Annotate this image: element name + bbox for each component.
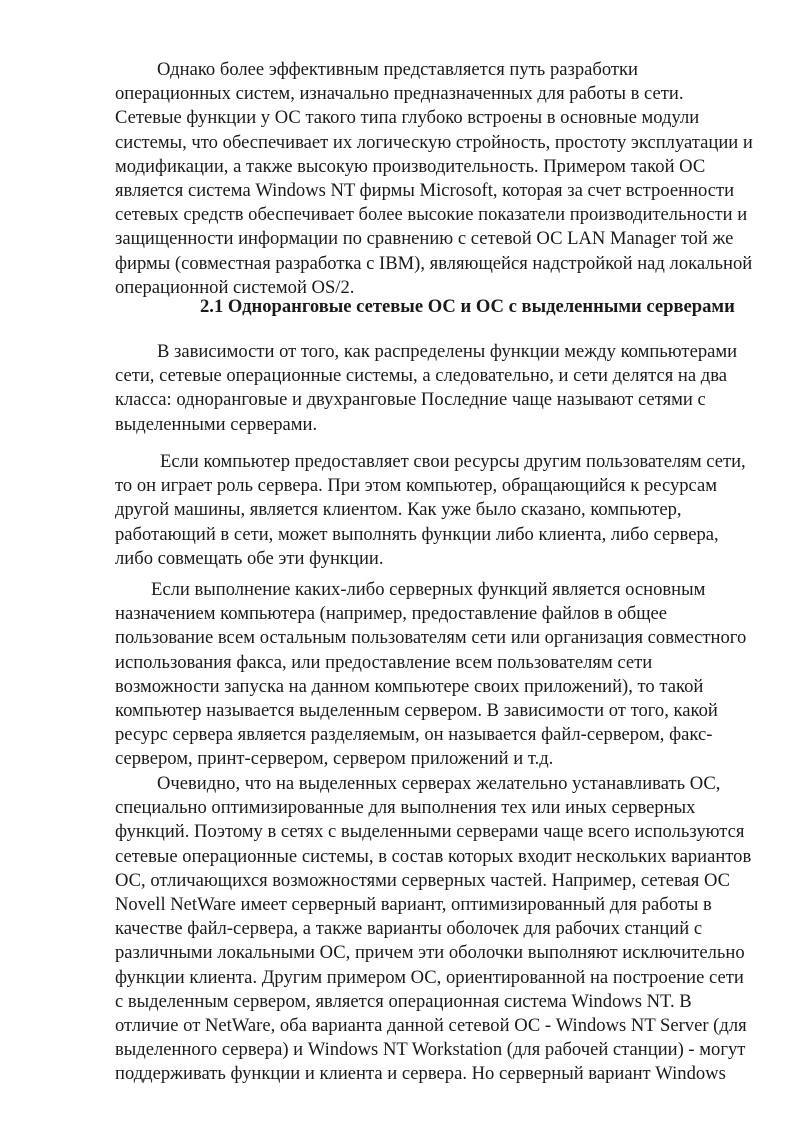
text-line: операционной системой OS/2. <box>115 276 355 298</box>
text-line: Если компьютер предоставляет свои ресурсы другим пользователям сети, <box>160 451 746 472</box>
text-line: фирмы (совместная разработка с IBM), являющейся надстройкой над локальной <box>115 252 753 274</box>
text-line: то он играет роль сервера. При этом компьютер, обращающийся к ресурсам <box>115 475 718 497</box>
text-line: с выделенным сервером, является операционная система Windows NT. В <box>115 990 692 1012</box>
text-line: выделенными серверами. <box>115 413 318 435</box>
text-line: Novell NetWare имеет серверный вариант, оптимизированный для работы в <box>115 894 712 916</box>
text-line: поддерживать функции и клиента и сервера. Но серверный вариант Windows <box>115 1063 726 1085</box>
paragraph-os-network-design <box>115 58 765 300</box>
text-line: пользование всем остальным пользователям сети или организация совместного <box>115 627 747 649</box>
text-line: операционных систем, изначально предназначенных для работы в сети. <box>115 83 684 105</box>
text-line: ОС, отличающихся возможностями серверных частей. Например, сетевая ОС <box>115 869 731 891</box>
text-line: возможности запуска на данном компьютере своих приложений), то такой <box>115 675 704 697</box>
text-line: Если выполнение каких-либо серверных функций является основным <box>151 579 706 600</box>
text-line: либо совмещать обе эти функции. <box>115 547 384 569</box>
section-heading: 2.1 Одноранговые сетевые ОС и ОС с выделенными серверами <box>200 296 735 317</box>
text-line: специально оптимизированные для выполнения тех или иных серверных <box>115 797 696 819</box>
text-line: различными локальными ОС, причем эти оболочки выполняют исключительно <box>115 942 745 964</box>
text-line: сетевые операционные системы, в состав которых входит нескольких вариантов <box>115 845 752 867</box>
text-line: Очевидно, что на выделенных серверах желательно устанавливать ОС, <box>157 773 721 794</box>
text-line: отличие от NetWare, оба варианта данной сетевой ОС - Windows NT Server (для <box>115 1015 747 1037</box>
text-line: Однако более эффективным представляется путь разработки <box>157 59 639 80</box>
text-line: класса: одноранговые и двухранговые Последние чаще называют сетями с <box>115 389 706 411</box>
text-line: другой машины, является клиентом. Как уже было сказано, компьютер, <box>115 499 682 521</box>
paragraph-dedicated-server <box>115 578 765 772</box>
text-line: сетевых средств обеспечивает более высокие показатели производительности и <box>115 204 748 226</box>
text-line: защищенности информации по сравнению с сетевой ОС LAN Manager той же <box>115 228 734 250</box>
text-line: системы, что обеспечивает их логическую стройность, простоту эксплуатации и <box>115 131 753 153</box>
paragraph-client-server-roles <box>115 450 765 571</box>
text-line: функции клиента. Другим примером ОС, ориентированной на построение сети <box>115 966 744 988</box>
text-line: компьютер называется выделенным сервером. В зависимости от того, какой <box>115 700 718 722</box>
text-line: качестве файл-сервера, а также варианты оболочек для рабочих станций с <box>115 918 703 940</box>
paragraph-server-os-examples <box>115 772 765 1087</box>
text-line: работающий в сети, может выполнять функции либо клиента, либо сервера, <box>115 523 719 545</box>
text-line: назначением компьютера (например, предоставление файлов в общее <box>115 603 668 625</box>
text-line: модификации, а также высокую производительность. Примером такой ОС <box>115 155 706 177</box>
text-line: функций. Поэтому в сетях с выделенными серверами чаще всего используются <box>115 821 745 843</box>
text-line: выделенного сервера) и Windows NT Workstation (для рабочей станции) - могут <box>115 1039 746 1061</box>
text-line: использования факса, или предоставление всем пользователям сети <box>115 651 653 673</box>
text-line: ресурс сервера является разделяемым, он называется файл-сервером, факс- <box>115 724 713 746</box>
text-line: сети, сетевые операционные системы, а следовательно, и сети делятся на два <box>115 365 728 387</box>
text-line: Сетевые функции у ОС такого типа глубоко встроены в основные модули <box>115 107 700 129</box>
text-line: В зависимости от того, как распределены функции между компьютерами <box>157 341 738 362</box>
text-line: является система Windows NT фирмы Microsoft, которая за счет встроенности <box>115 180 735 202</box>
text-line: сервером, принт-сервером, сервером приложений и т.д. <box>115 748 554 770</box>
paragraph-network-classes <box>115 340 765 437</box>
